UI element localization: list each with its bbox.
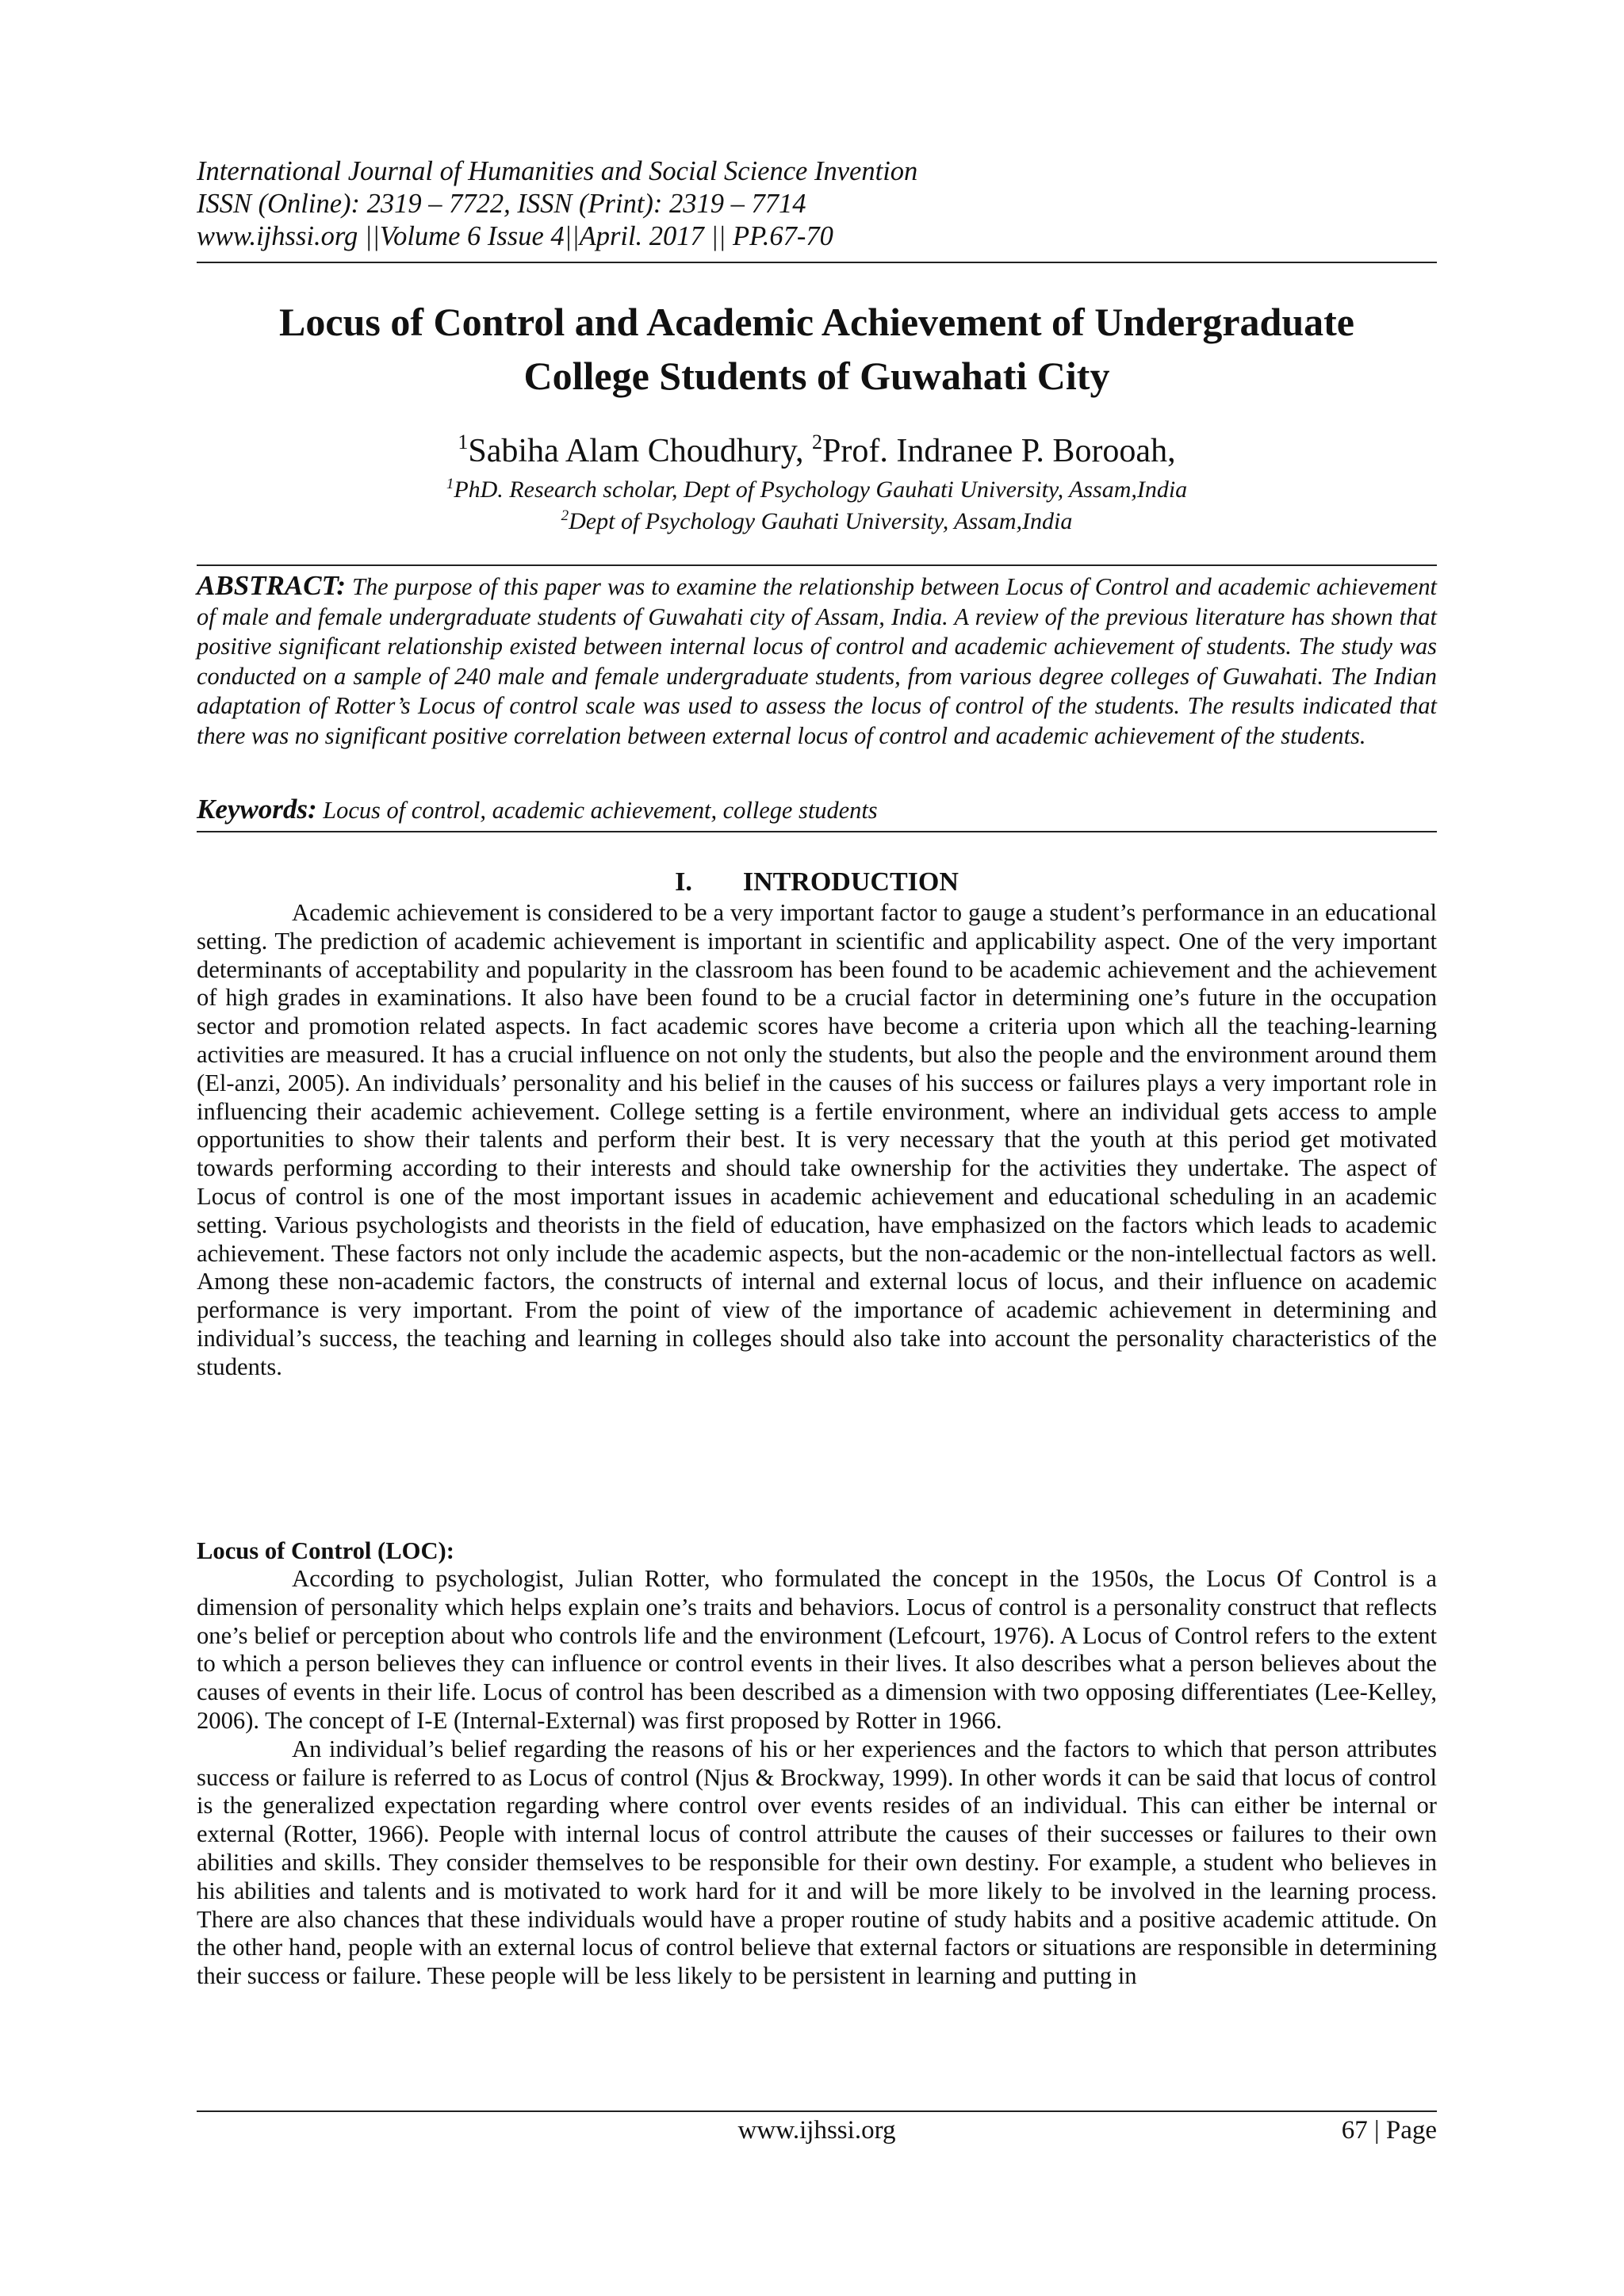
keywords-line [197,794,1437,825]
loc-paragraph-2: An individual’s belief regarding the reasons of his or her experiences and the factors to which that person attributes success or failure is referred to as Locus of control (Njus & Brockway, 1999). In other words it can be said that locus of control is the generalized expectation regarding where control over events resides of an individual. This can either be internal or external (Rotter, 1966). People with internal locus of control attribute the causes of their successes or failures to their own abilities and skills. They consider themselves to be responsible for their own destiny. For example, a student who believes in his abilities and talents and is motivated to work hard for it and will be more likely to be involved in the learning process. There are also chances that these individuals would have a proper routine of study habits and a positive academic attitude. On the other hand, people with an external locus of control believe that external factors or situations are responsible in determining their success or failure. These people will be less likely to be persistent in learning and putting in [197,1735,1437,1990]
loc-paragraph-1: According to psychologist, Julian Rotter, who formulated the concept in the 1950s, the Locus Of Control is a dimension of personality which helps explain one’s traits and behaviors. Locus of control is a personality construct that reflects one’s belief or perception about who controls life and the environment (Lefcourt, 1976). A Locus of Control refers to the extent to which a person believes they can influence or control events in their lives. It also describes what a person believes about the causes of events in their life. Locus of control has been described as a dimension with two opposing differentiates (Lee-Kelley, 2006). The concept of I-E (Internal-External) was first proposed by Rotter in 1966. [197,1565,1437,1734]
abstract-bottom-rule [197,831,1437,832]
affiliation-2-text: Dept of Psychology Gauhati University, Assam,India [569,508,1073,534]
affiliation-1-marker: 1 [446,476,454,492]
paper-title [197,295,1437,403]
section-title: INTRODUCTION [742,867,959,897]
keywords-text: Locus of control, academic achievement, college students [323,797,878,824]
paper-title-line-1: Locus of Control and Academic Achievement of Undergraduate [279,300,1354,344]
journal-volume: www.ijhssi.org ||Volume 6 Issue 4||April. 2017 || PP.67-70 [197,221,833,251]
author-2-marker: 2 [812,430,822,453]
journal-name: International Journal of Humanities and Social Science Invention [197,156,918,186]
keywords-label: Keywords: [197,794,317,825]
subsection-heading-loc: Locus of Control (LOC): [197,1537,454,1564]
introduction-body [197,899,1437,1382]
affiliation-2 [197,501,1437,537]
author-list [197,422,1437,472]
footer-url: www.ijhssi.org [737,2116,896,2145]
affiliation-1 [197,469,1437,505]
journal-issn: ISSN (Online): 2319 – 7722, ISSN (Print): 2319 – 7714 [197,189,806,219]
section-number: I. [675,867,692,897]
header-rule [197,262,1437,263]
journal-header [197,155,1437,253]
loc-body [197,1565,1437,1991]
author-2-name: Prof. Indranee P. Borooah, [822,433,1176,469]
section-heading-introduction [197,867,1437,898]
affiliation-2-marker: 2 [561,507,569,524]
paper-title-line-2: College Students of Guwahati City [523,354,1110,398]
abstract-label: ABSTRACT: [197,570,347,601]
abstract-top-rule [197,564,1437,566]
abstract-text: The purpose of this paper was to examine the relationship between Locus of Control and academic achievement of male and female undergraduate students of Guwahati city of Assam, India. A review of the previous literature has shown that positive significant relationship existed between internal locus of control and academic achievement of students. The study was conducted on a sample of 240 male and female undergraduate students, from various degree colleges of Guwahati. The Indian adaptation of Rotter’s Locus of control scale was used to assess the locus of control of the students. The results indicated that there was no significant positive correlation between external locus of control and academic achievement of the students. [197,573,1437,749]
abstract-block [197,571,1437,752]
introduction-paragraph: Academic achievement is considered to be a very important factor to gauge a student’s performance in an educational setting. The prediction of academic achievement is important in scientific and applicability aspect. One of the very important determinants of acceptability and popularity in the classroom has been found to be academic achievement and the achievement of high grades in examinations. It also have been found to be a crucial factor in determining one’s future in the occupation sector and promotion related aspects. In fact academic scores have become a criteria upon which all the teaching-learning activities are measured. It has a crucial influence on not only the students, but also the people and the environment around them (El-anzi, 2005). An individuals’ personality and his belief in the causes of his success or failures plays a very important role in influencing their academic achievement. College setting is a fertile environment, where an individual gets access to ample opportunities to show their talents and perform their best. It is very necessary that the youth at this period get motivated towards performing according to their interests and should take ownership for the activities they undertake. The aspect of Locus of control is one of the most important issues in academic achievement and educational scheduling in an academic setting. Various psychologists and theorists in the field of education, have emphasized on the factors which leads to academic achievement. These factors not only include the academic aspects, but the non-academic or the non-intellectual factors as well. Among these non-academic factors, the constructs of internal and external locus of locus, and their influence on academic performance is very important. From the point of view of the importance of academic achievement in determining and individual’s success, the teaching and learning in colleges should also take into account the personality characteristics of the students. [197,899,1437,1380]
footer-page-number: 67 | Page [1341,2116,1437,2145]
paper-page [197,0,1437,2296]
affiliation-1-text: PhD. Research scholar, Dept of Psychology Gauhati University, Assam,India [454,476,1188,503]
footer-rule [197,2110,1437,2112]
author-1-marker: 1 [458,430,469,453]
author-1-name: Sabiha Alam Choudhury, [468,433,812,469]
